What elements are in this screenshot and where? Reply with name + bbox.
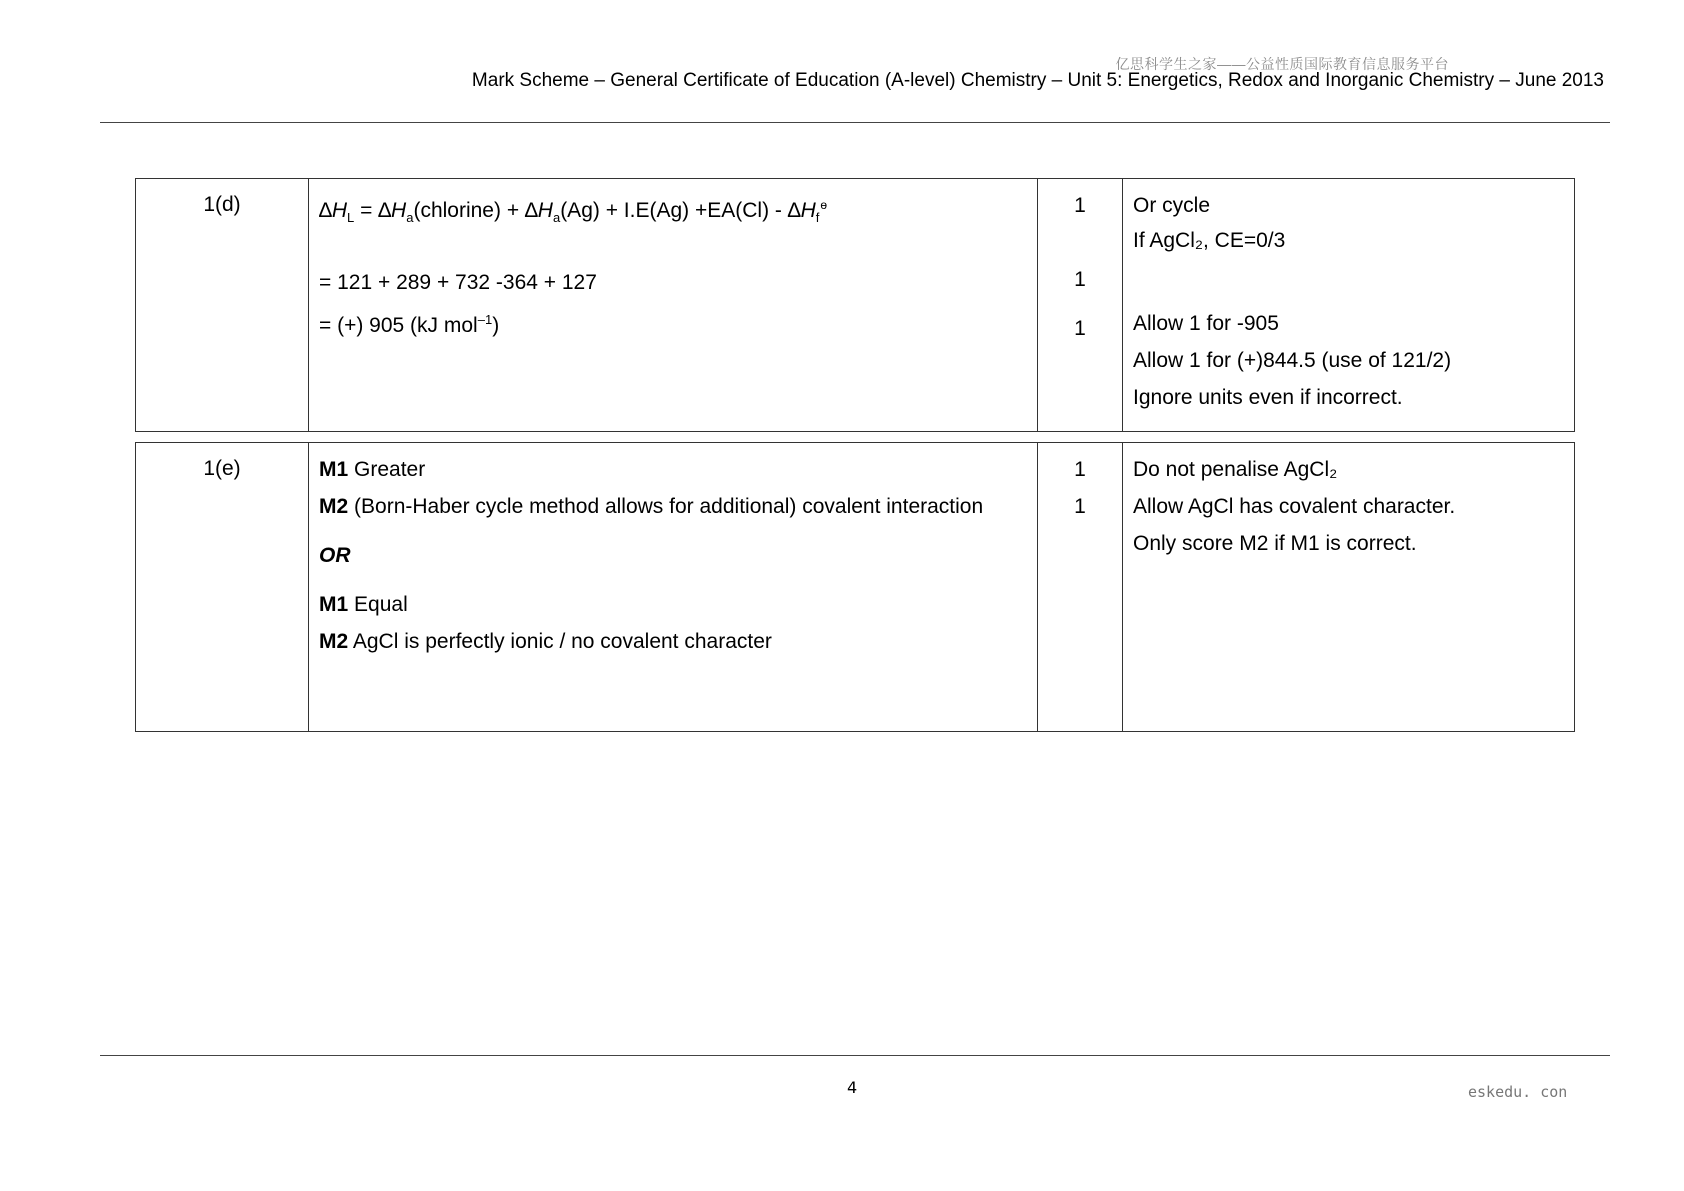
answer-cell — [309, 179, 1038, 432]
mark-scheme-table-1e — [135, 442, 1575, 732]
comment-line: Allow AgCl has covalent character. — [1133, 495, 1456, 518]
mark-scheme-table-1d — [135, 178, 1575, 432]
header-divider — [100, 122, 1610, 123]
answer-or: OR — [319, 544, 351, 567]
answer-result: = (+) 905 (kJ mol$^{-1}$) — [319, 312, 500, 338]
answer-m1-equal: M1 Equal — [319, 593, 408, 616]
question-cell — [136, 179, 309, 432]
footer-watermark: eskedu. con — [1468, 1083, 1568, 1101]
mark-value: 1 — [1074, 495, 1086, 518]
comment-line: Ignore units even if incorrect. — [1133, 386, 1403, 409]
footer-divider — [100, 1055, 1610, 1056]
answer-m2-ionic: M2 AgCl is perfectly ionic / no covalent character — [319, 630, 772, 653]
page-number: 4 — [847, 1078, 858, 1097]
header-watermark: 亿思科学生之家——公益性质国际教育信息服务平台 — [1115, 56, 1449, 72]
comment-line: Allow 1 for (+)844.5 (use of 121/2) — [1133, 349, 1452, 372]
answer-m1-greater: M1 Greater — [319, 458, 426, 481]
comment-line: Only score M2 if M1 is correct. — [1133, 532, 1417, 555]
comment-line: Or cycle — [1133, 194, 1211, 217]
page-header-title: Mark Scheme – General Certificate of Education (A-level) Chemistry – Unit 5: Energetics, Redox and Inorganic Chemistry – June 2013 — [471, 70, 1604, 91]
marks-cell — [1038, 443, 1123, 732]
answer-calculation: = 121 + 289 + 732 -364 + 127 — [319, 271, 597, 295]
comment-line: Allow 1 for -905 — [1133, 312, 1279, 335]
comments-cell — [1123, 443, 1575, 732]
answer-m2-covalent: M2 (Born-Haber cycle method allows for additional) covalent interaction — [319, 495, 984, 518]
mark-value: 1 — [1074, 194, 1086, 217]
marks-cell — [1038, 179, 1123, 432]
comment-line: If AgCl₂, CE=0/3 — [1133, 229, 1286, 252]
mark-value: 1 — [1074, 317, 1086, 340]
question-cell — [136, 443, 309, 732]
question-number: 1(e) — [203, 457, 241, 480]
answer-cell — [309, 443, 1038, 732]
answer-equation: $\Delta H_L$ = $\Delta H_a(chlorine) + \Delta H_a(Ag) + I.E(Ag) +EA(Cl) - \Delta H_f^ɵ$ — [319, 198, 828, 226]
table-row — [136, 443, 1575, 732]
mark-value: 1 — [1074, 458, 1086, 481]
comment-line: Do not penalise AgCl₂ — [1133, 458, 1338, 481]
mark-value: 1 — [1074, 268, 1086, 291]
table-row — [136, 179, 1575, 432]
comments-cell — [1123, 179, 1575, 432]
question-number: 1(d) — [203, 193, 241, 216]
